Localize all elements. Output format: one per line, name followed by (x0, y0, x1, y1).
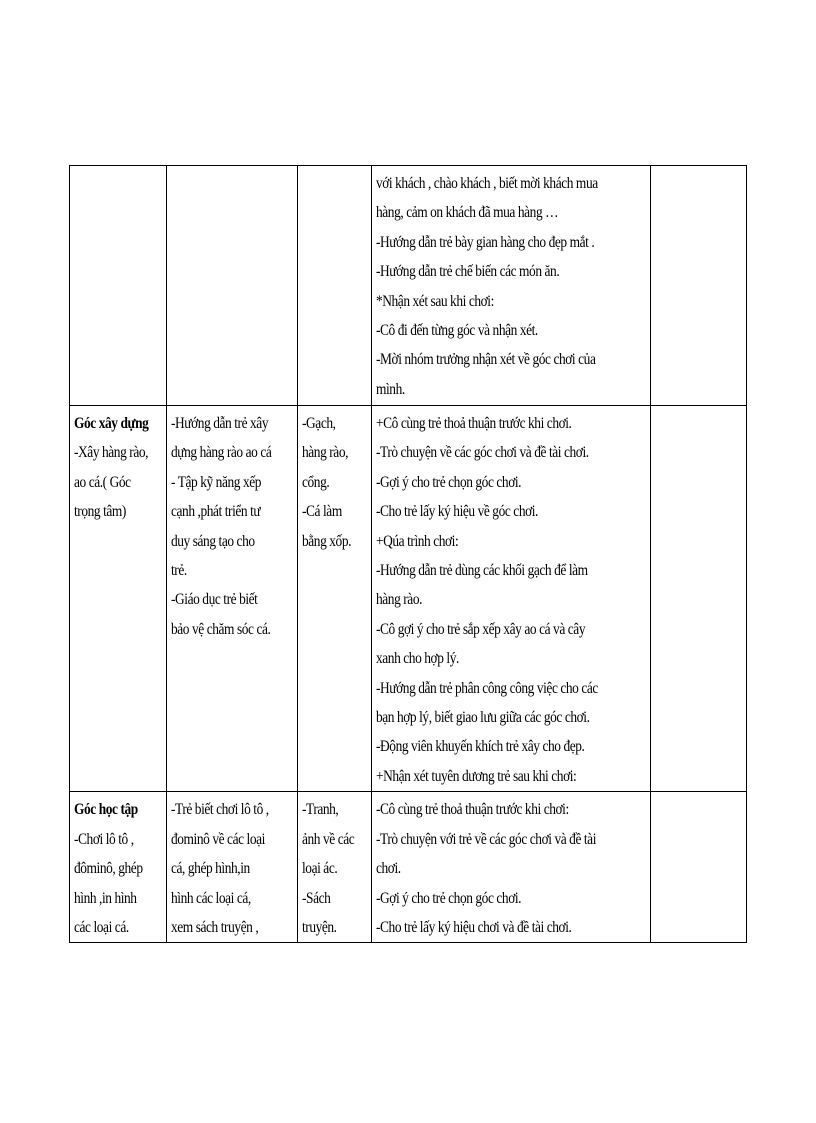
goals-cell (167, 406, 298, 792)
process-line: xanh cho hợp lý. (376, 650, 459, 668)
process-line: hàng, cảm on khách đã mua hàng … (376, 204, 559, 222)
corner-line: các loại cá. (74, 918, 129, 936)
process-line: +Qúa trình chơi: (376, 532, 459, 550)
corner-line: trọng tâm) (74, 503, 126, 521)
process-line: -Hướng dẫn trẻ chế biến các món ăn. (376, 263, 560, 281)
process-line: -Mời nhóm trưởng nhận xét về góc chơi của (376, 351, 596, 369)
corner-line: -Xây hàng rào, (74, 444, 149, 462)
goal-line: -Trẻ biết chơi lô tô , (171, 801, 269, 819)
goal-line: duy sáng tạo cho (171, 532, 255, 550)
process-cell (372, 406, 651, 792)
table-row (70, 406, 747, 792)
goal-line: -Giáo dục trẻ biết (171, 591, 258, 609)
process-line: -Động viên khuyến khích trẻ xây cho đẹp. (376, 738, 585, 756)
process-line: -Hướng dẫn trẻ bày gian hàng cho đẹp mắt . (376, 233, 595, 251)
process-line: -Trò chuyện với trẻ về các góc chơi và đề tài (376, 830, 596, 848)
notes-cell (651, 406, 747, 792)
process-cell (372, 166, 651, 406)
material-line: loại ác. (302, 860, 338, 878)
process-line: -Cho trẻ lấy ký hiệu chơi và đề tài chơi. (376, 918, 572, 936)
goal-line: bảo vệ chăm sóc cá. (171, 620, 271, 638)
process-line: -Gợi ý cho trẻ chọn góc chơi. (376, 473, 522, 491)
materials-cell (298, 406, 372, 792)
goal-line: đominô về các loại (171, 830, 265, 848)
process-cell (372, 792, 651, 943)
corner-title: Góc xây dựng (74, 415, 149, 432)
materials-cell (298, 166, 372, 406)
corner-line: ao cá.( Góc (74, 473, 131, 491)
process-line: +Nhận xét tuyên dương trẻ sau khi chơi: (376, 767, 577, 785)
process-line: -Cô gợi ý cho trẻ sắp xếp xây ao cá và cây (376, 620, 586, 638)
corner-cell (70, 166, 167, 406)
goal-line: -Hướng dẫn trẻ xây (171, 415, 269, 432)
goal-line: - Tập kỹ năng xếp (171, 473, 262, 491)
corner-line: -Chơi lô tô , (74, 830, 134, 848)
process-line: hàng rào. (376, 591, 423, 609)
notes-cell (651, 792, 747, 943)
goals-cell (167, 792, 298, 943)
process-line: -Cô cùng trẻ thoả thuận trước khi chơi: (376, 801, 569, 819)
material-line: -Sách (302, 889, 331, 907)
goal-line: xem sách truyện , (171, 918, 259, 936)
process-line: bạn hợp lý, biết giao lưu giữa các góc chơi. (376, 709, 590, 727)
table-row (70, 166, 747, 406)
material-line: truyện. (302, 918, 337, 936)
notes-cell (651, 166, 747, 406)
process-line: +Cô cùng trẻ thoả thuận trước khi chơi. (376, 415, 572, 432)
process-line: -Hướng dẫn trẻ phân công công việc cho các (376, 679, 598, 697)
goal-line: dựng hàng rào ao cá (171, 444, 272, 462)
process-line: *Nhận xét sau khi chơi: (376, 292, 494, 310)
table-body (70, 166, 747, 943)
goal-line: trẻ. (171, 562, 187, 580)
material-line: hàng rào, (302, 444, 349, 462)
material-line: cổng. (302, 473, 330, 491)
corner-cell (70, 406, 167, 792)
material-line: -Cá làm (302, 503, 342, 521)
activity-plan-table (69, 165, 746, 943)
material-line: bằng xốp. (302, 532, 352, 550)
goal-line: cạnh ,phát triển tư (171, 503, 261, 521)
material-line: -Gạch, (302, 415, 336, 432)
process-line: chơi. (376, 860, 401, 878)
corner-line: hình ,in hình (74, 889, 137, 907)
process-line: -Cô đi đến từng góc và nhận xét. (376, 322, 538, 340)
goals-cell (167, 166, 298, 406)
corner-line: đôminô, ghép (74, 860, 143, 878)
process-line: -Cho trẻ lấy ký hiệu về góc chơi. (376, 503, 538, 521)
goal-line: hình các loại cá, (171, 889, 251, 907)
goal-line: cá, ghép hình,in (171, 860, 250, 878)
process-line: -Hướng dẫn trẻ dùng các khối gạch để làm (376, 562, 588, 580)
table-row (70, 792, 747, 943)
corner-title: Góc học tập (74, 801, 138, 819)
materials-cell (298, 792, 372, 943)
process-line: mình. (376, 380, 405, 398)
process-line: -Trò chuyện về các góc chơi và đề tài chơi. (376, 444, 589, 462)
material-line: ảnh về các (302, 830, 355, 848)
corner-cell (70, 792, 167, 943)
process-line: với khách , chào khách , biết mời khách mua (376, 175, 598, 192)
material-line: -Tranh, (302, 801, 339, 819)
process-line: -Gợi ý cho trẻ chọn góc chơi. (376, 889, 522, 907)
